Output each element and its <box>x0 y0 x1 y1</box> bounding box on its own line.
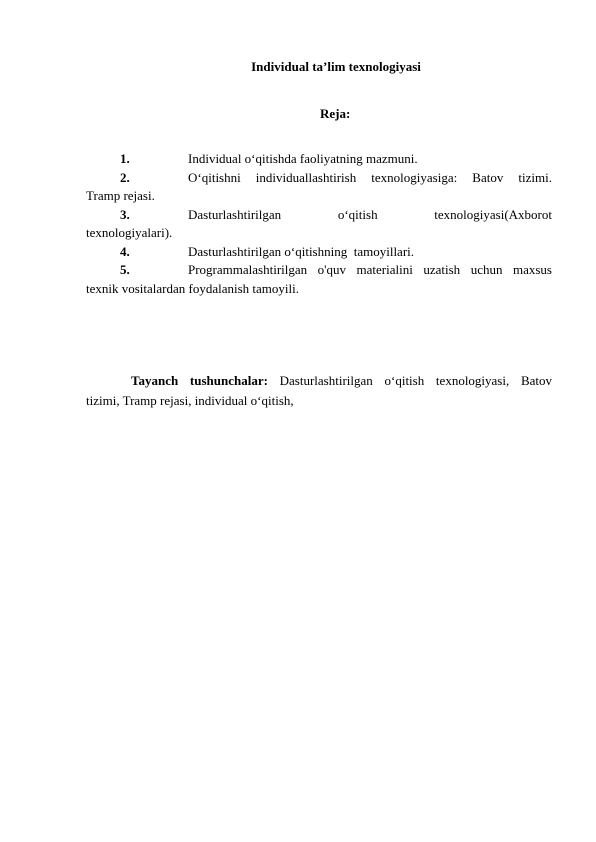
plan-item-1 <box>86 150 552 169</box>
plan-item-number: 5. <box>120 262 130 277</box>
document-title: Individual ta’lim texnologiyasi <box>251 59 421 74</box>
key-concepts-line1 <box>86 371 552 391</box>
plan-item-5 <box>86 261 552 298</box>
plan-heading: Reja: <box>320 106 351 121</box>
plan-item-continuation: texnologiyalari). <box>86 225 173 240</box>
plan-item-text: Dasturlashtirilgan o‘qitish texnologiyasi(Axborot <box>188 206 552 222</box>
plan-item-text: O‘qitishni individuallashtirish texnologiyasiga: Batov tizimi. <box>188 169 552 185</box>
plan-item-number: 3. <box>120 206 130 222</box>
plan-item-text: Individual o‘qitishda faoliyatning mazmuni. <box>188 151 418 166</box>
plan-item-number: 4. <box>120 243 130 259</box>
key-concepts-line2: tizimi, Tramp rejasi, individual o‘qitish, <box>86 393 294 408</box>
plan-list <box>86 150 552 298</box>
plan-item-text: Programmalashtirilgan o'quv materialini uzatish uchun maxsus <box>188 262 552 277</box>
plan-item-continuation: Tramp rejasi. <box>86 188 155 203</box>
plan-item-2 <box>86 169 552 206</box>
plan-item-continuation-text: texnik vositalardan foydalanish tamoyili. <box>86 280 300 296</box>
key-concepts-text: Dasturlashtirilgan o‘qitish texnologiyasi, Batov <box>267 373 552 388</box>
plan-item-4 <box>86 243 552 262</box>
key-concepts-label: Tayanch tushunchalar: <box>131 373 268 388</box>
plan-item-continuation <box>86 280 552 299</box>
plan-item-number: 1. <box>120 151 130 166</box>
key-concepts <box>86 371 552 411</box>
plan-item-3 <box>86 206 552 243</box>
plan-item-number: 2. <box>120 169 130 185</box>
plan-item-text: Dasturlashtirilgan o‘qitishning tamoyillari. <box>188 243 415 259</box>
